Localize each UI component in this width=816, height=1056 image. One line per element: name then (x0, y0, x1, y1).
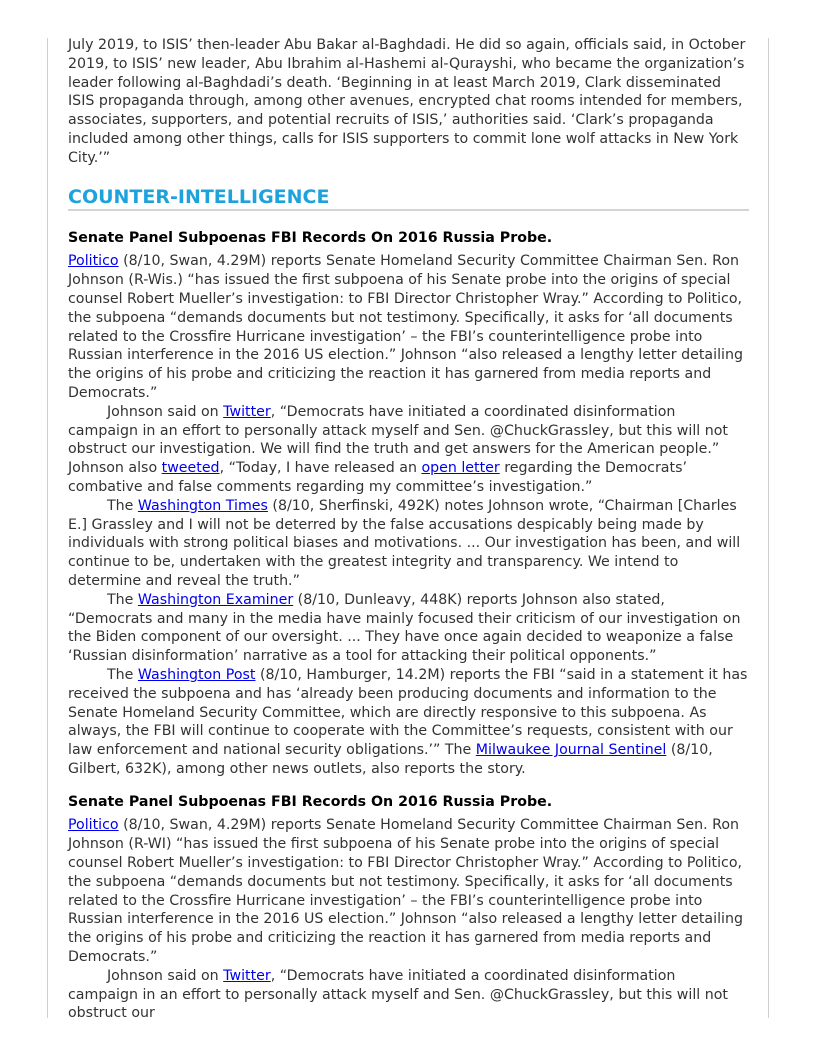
twitter-link[interactable]: Twitter (223, 967, 271, 984)
politico-link[interactable]: Politico (68, 253, 119, 270)
left-margin-rule (47, 38, 48, 1018)
intro-paragraph: July 2019, to ISIS’ then-leader Abu Bakar al-Baghdadi. He did so again, officials said, in October 2019, to ISIS’ new leader, Abu Ibrahim al-Hashemi al-Qurayshi, who became the organization’s leader following al-Baghdadi’s death. ‘Beginning in at least March 2019, Clark disseminated ISIS propaganda through, among other avenues, encrypted chat rooms intended for members, associates, supporters, and potential recruits of ISIS,’ authorities said. ‘Clark’s propaganda included among other things, calls for ISIS supporters to commit lone wolf attacks in New York City.’” (68, 37, 746, 166)
story-1 (68, 229, 749, 779)
story-1-headline: Senate Panel Subpoenas FBI Records On 2016 Russia Probe. (68, 229, 553, 246)
story-2 (68, 793, 749, 1024)
washington-post-link[interactable]: Washington Post (137, 666, 256, 683)
twitter-link[interactable]: Twitter (223, 403, 271, 420)
story-2-headline: Senate Panel Subpoenas FBI Records On 2016 Russia Probe. (68, 793, 553, 810)
washington-times-link[interactable]: Washington Times (137, 497, 268, 514)
story-1-paragraph-1: Politico (8/10, Swan, 4.29M) reports Senate Homeland Security Committee Chairman Sen. Ron Johnson (R-Wis.) “has issued the first subpoena of his Senate probe into the origins of special counsel Robert Mueller’s investigation: to FBI Director Christopher Wray.” According to Politico, the subpoena “demands documents but not testimony. Specifically, it asks for ‘all documents related to the Crossfire Hurricane investigation’ – the FBI’s counterintelligence probe into Russian interference in the 2016 US election.” Johnson “also released a lengthy letter detailing the origins of his probe and criticizing the reaction it has garnered from media reports and Democrats.” (68, 253, 743, 401)
politico-link[interactable]: Politico (68, 817, 119, 834)
story-1-paragraph-3: The Washington Times (8/10, Sherfinski, 492K) notes Johnson wrote, “Chairman [Charles E.] Grassley and I will not be deterred by the false accusations despicably being made by individuals with strong political biases and motivations. ... Our investigation has been, and will continue to be, undertaken with the greatest integrity and transparency. We intend to determine and reveal the truth.” (68, 497, 741, 589)
story-2-paragraph-2: Johnson said on Twitter, “Democrats have initiated a coordinated disinformation campaign in an effort to personally attack myself and Sen. @ChuckGrassley, but this will not obstruct our (68, 967, 728, 1022)
story-1-paragraph-4: The Washington Examiner (8/10, Dunleavy, 448K) reports Johnson also stated, “Democrats and many in the media have mainly focused their criticism of our investigation on the Biden component of our oversight. ... They have once again decided to weaponize a false ‘Russian disinformation’ narrative as a tool for attacking their political opponents.” (68, 591, 741, 665)
document-body (68, 36, 749, 1023)
tweeted-link[interactable]: tweeted (161, 460, 220, 477)
open-letter-link[interactable]: open letter (421, 460, 500, 477)
right-margin-rule (768, 38, 769, 1018)
story-1-paragraph-2: Johnson said on Twitter, “Democrats have initiated a coordinated disinformation campaign in an effort to personally attack myself and Sen. @ChuckGrassley, but this will not obstruct our investigation. We will find the truth and get answers for the American people.” Johnson also tweeted, “Today, I have released an open letter regarding the Democrats’ combative and false comments regarding my committee’s investigation.” (68, 403, 728, 495)
section-title: COUNTER-INTELLIGENCE (68, 185, 749, 211)
story-2-paragraph-1: Politico (8/10, Swan, 4.29M) reports Senate Homeland Security Committee Chairman Sen. Ron Johnson (R-WI) “has issued the first subpoena of his Senate probe into the origins of special counsel Robert Mueller’s investigation: to FBI Director Christopher Wray.” According to Politico, the subpoena “demands documents but not testimony. Specifically, it asks for ‘all documents related to the Crossfire Hurricane investigation’ – the FBI’s counterintelligence probe into Russian interference in the 2016 US election.” Johnson “also released a lengthy letter detailing the origins of his probe and criticizing the reaction it has garnered from media reports and Democrats.” (68, 817, 743, 966)
washington-examiner-link[interactable]: Washington Examiner (137, 591, 294, 608)
milwaukee-journal-sentinel-link[interactable]: Milwaukee Journal Sentinel (475, 742, 667, 759)
story-1-paragraph-5: The Washington Post (8/10, Hamburger, 14.2M) reports the FBI “said in a statement it has received the subpoena and has ‘already been producing documents and information to the Senate Homeland Security Committee, which are directly responsive to this subpoena. As always, the FBI will continue to cooperate with the Committee’s requests, consistent with our law enforcement and national security obligations.’” The Milwaukee Journal Sentinel (8/10, Gilbert, 632K), among other news outlets, also reports the story. (68, 666, 748, 777)
